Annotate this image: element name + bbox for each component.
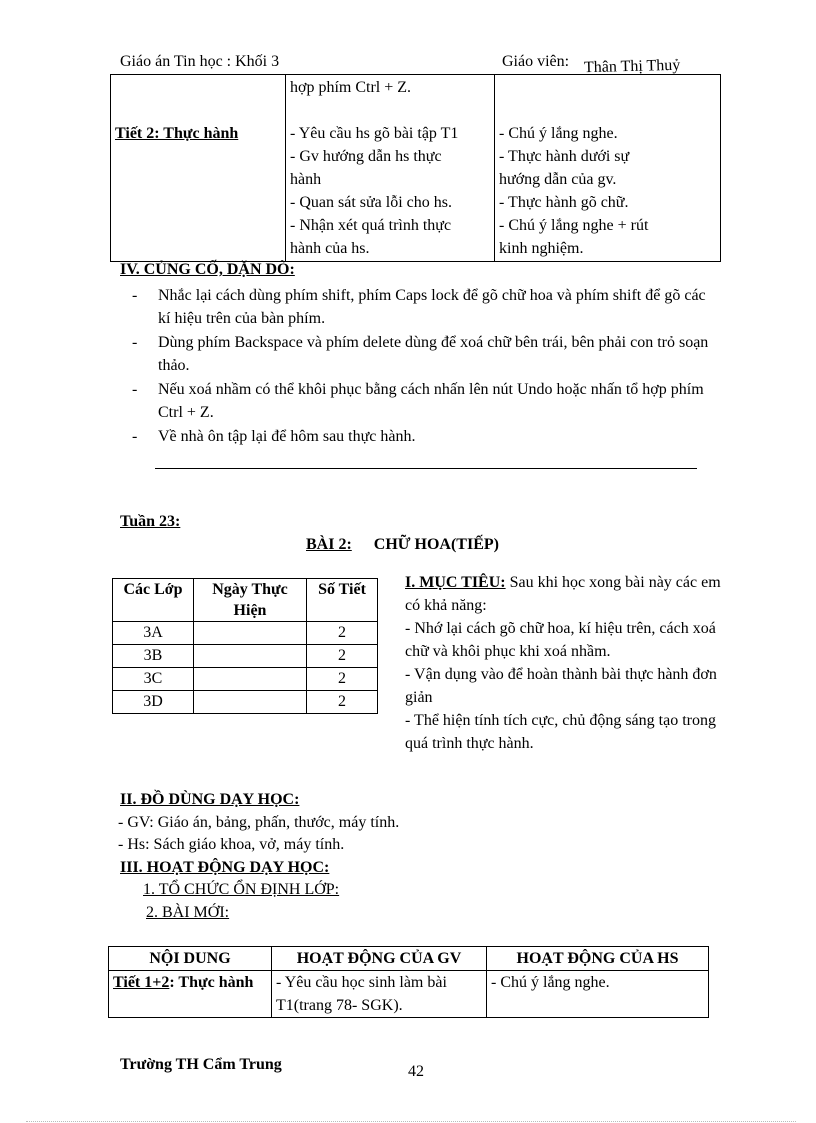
objectives-heading: I. MỤC TIÊU: — [405, 574, 506, 591]
teacher-line: - Yêu cầu hs gõ bài tập T1 — [290, 125, 459, 142]
lesson-name: CHỮ HOA(TIẾP) — [373, 536, 499, 553]
top-table-lesson: Tiết 2: Thực hành — [115, 125, 239, 142]
list-item: - Dùng phím Backspace và phím delete dùng để xoá chữ bên trái, bên phải con trỏ soạn thảo. — [132, 334, 709, 374]
list-item: - Nếu xoá nhầm có thể khôi phục bằng cách nhấn lên nút Undo hoặc nhấn tổ hợp phím Ctrl + Z. — [132, 381, 704, 421]
top-table-teacher-cell — [286, 75, 495, 262]
student-line: - Thực hành gõ chữ. — [499, 194, 629, 211]
teacher-line: - Nhận xét quá trình thực — [290, 217, 452, 234]
section-iv-list — [132, 284, 722, 449]
section-iii-heading: III. HOẠT ĐỘNG DẠY HỌC: — [120, 859, 330, 876]
student-line: - Chú ý lắng nghe + rút — [499, 217, 649, 234]
table-row — [109, 971, 709, 1018]
section-iv-heading: IV. CỦNG CỐ, DẶN DÒ: — [120, 261, 295, 278]
class-header-periods: Số Tiết — [307, 579, 378, 622]
lesson-number: BÀI 2: — [306, 536, 352, 553]
class-header-lop: Các Lớp — [113, 579, 194, 622]
student-line: - Chú ý lắng nghe. — [499, 125, 618, 142]
teacher-line: hành của hs. — [290, 240, 370, 257]
table-row: 3C 2 — [113, 668, 378, 691]
section-iii-sub2: 2. BÀI MỚI: — [146, 904, 230, 921]
objectives-intro: I. MỤC TIÊU: Sau khi học xong bài này các em có khả năng: — [405, 574, 721, 614]
activity-teacher-cell: - Yêu cầu học sinh làm bài T1(trang 78- SGK). — [272, 971, 487, 1018]
class-schedule-table — [112, 578, 378, 714]
objective-line: - Nhớ lại cách gõ chữ hoa, kí hiệu trên, cách xoá chữ và khôi phục khi xoá nhầm. — [405, 620, 716, 660]
list-item: - Về nhà ôn tập lại để hôm sau thực hành. — [132, 428, 416, 445]
col-header-student: HOẠT ĐỘNG CỦA HS — [487, 947, 709, 971]
teacher-line: - Gv hướng dẫn hs thực — [290, 148, 442, 165]
week-label: Tuần 23: — [120, 513, 181, 530]
student-line: - Thực hành dưới sự — [499, 148, 630, 165]
lesson-title — [306, 536, 499, 554]
class-header-date: Ngày Thực Hiện — [194, 579, 307, 622]
activity-lesson-cell: Tiết 1+2: Thực hành — [109, 971, 272, 1018]
objectives-block — [405, 571, 730, 755]
page-number: 42 — [408, 1063, 424, 1080]
activity-student-cell: - Chú ý lắng nghe. — [487, 971, 709, 1018]
student-line: hướng dẫn của gv. — [499, 171, 617, 188]
section-ii-heading: II. ĐỒ DÙNG DẠY HỌC: — [120, 791, 300, 808]
top-activity-table — [110, 74, 721, 262]
section-iii-sub1: 1. TỔ CHỨC ỔN ĐỊNH LỚP: — [143, 881, 340, 898]
section-ii-line: - Hs: Sách giáo khoa, vở, máy tính. — [118, 836, 345, 853]
separator-line — [155, 468, 697, 469]
list-item: - Nhắc lại cách dùng phím shift, phím Caps lock để gõ chữ hoa và phím shift để gõ các kí hiệu trên của bàn phím. — [132, 287, 706, 327]
col-header-teacher: HOẠT ĐỘNG CỦA GV — [272, 947, 487, 971]
col-header-content: NỘI DUNG — [109, 947, 272, 971]
student-line: kinh nghiệm. — [499, 240, 584, 257]
activity-table — [108, 946, 709, 1018]
section-ii-line: - GV: Giáo án, bảng, phấn, thước, máy tính. — [118, 814, 400, 831]
top-table-continuation: hợp phím Ctrl + Z. — [290, 79, 412, 96]
objective-line: - Vận dụng vào để hoàn thành bài thực hành đơn giản — [405, 666, 717, 706]
teacher-line: hành — [290, 171, 322, 188]
header-left: Giáo án Tin học : Khối 3 — [120, 53, 280, 70]
teacher-line: - Quan sát sửa lỗi cho hs. — [290, 194, 452, 211]
school-name: Trường TH Cẩm Trung — [120, 1056, 282, 1073]
page-bottom-border — [26, 1121, 796, 1122]
top-table-student-cell — [495, 75, 721, 262]
header-teacher-name: Thân Thị Thuỷ — [583, 56, 681, 77]
table-row: 3B 2 — [113, 645, 378, 668]
table-row: 3D 2 — [113, 691, 378, 714]
objective-line: - Thể hiện tính tích cực, chủ động sáng tạo trong quá trình thực hành. — [405, 712, 716, 752]
table-row: 3A 2 — [113, 622, 378, 645]
header-teacher-label: Giáo viên: — [502, 53, 570, 70]
top-table-lesson-cell — [111, 75, 286, 262]
